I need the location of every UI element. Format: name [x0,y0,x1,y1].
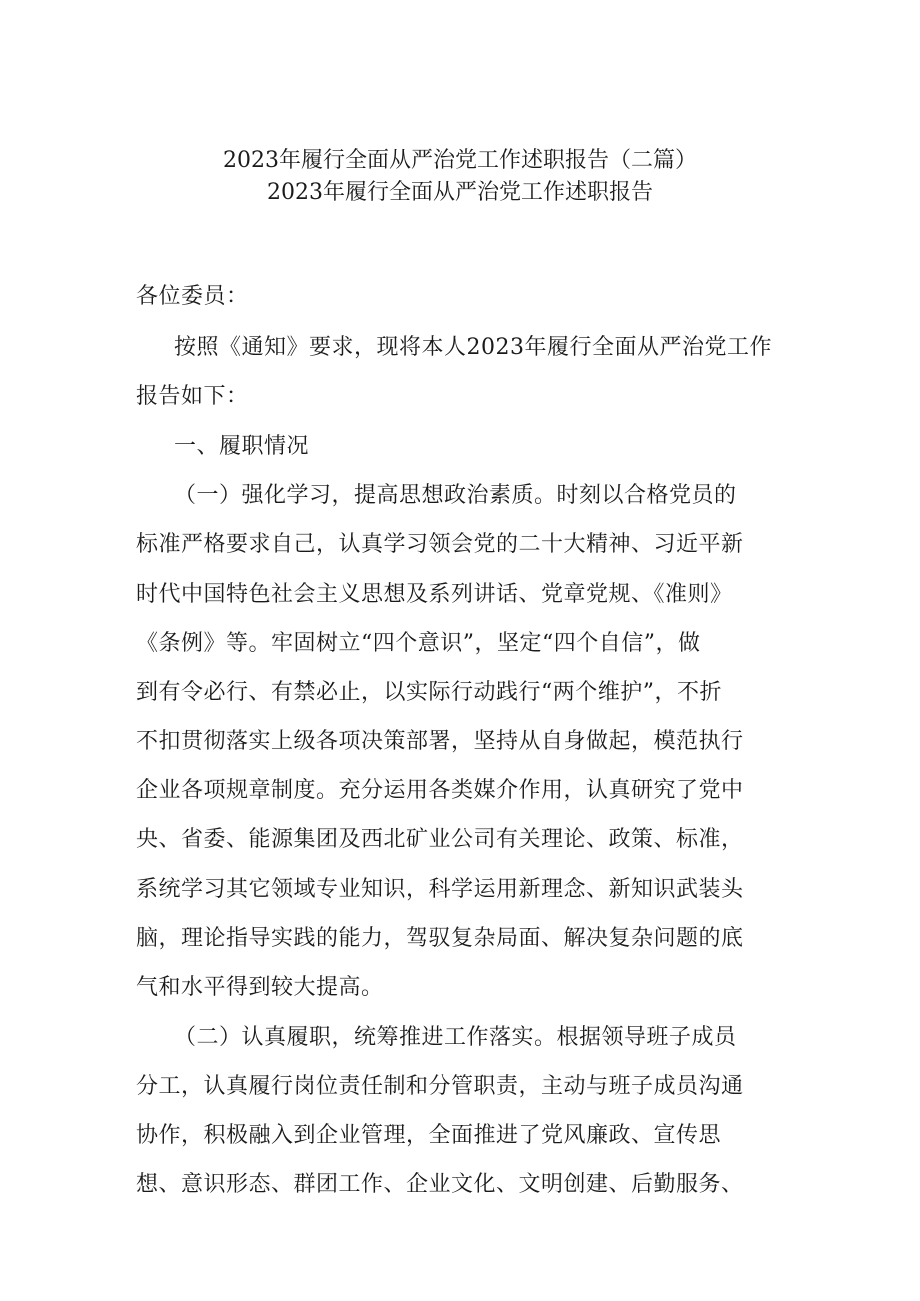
body-line: 想、意识形态、群团工作、企业文化、文明创建、后勤服务、 [136,1172,744,1197]
body-line: 系统学习其它领域专业知识，科学运用新理念、新知识武装头 [136,877,744,902]
body-line: 《条例》等。牢固树立“四个意识”，坚定“四个自信”，做 [136,631,701,656]
body-line: 脑，理论指导实践的能力，驾驭复杂局面、解决复杂问题的底 [136,926,744,951]
body-line: 按照《通知》要求，现将本人2023年履行全面从严治党工作 [174,335,772,360]
section-heading: 一、履职情况 [174,434,310,459]
body-line: 到有令必行、有禁必止，以实际行动践行“两个维护”，不折 [136,680,722,705]
body-line: 不扣贯彻落实上级各项决策部署，坚持从自身做起，模范执行 [136,729,744,754]
body-line: 协作，积极融入到企业管理，全面推进了党风廉政、宣传思 [136,1123,722,1148]
body-line: （一）强化学习，提高思想政治素质。时刻以合格党员的 [174,483,737,508]
body-line: 分工，认真履行岗位责任制和分管职责，主动与班子成员沟通 [136,1074,744,1099]
body-line: 报告如下： [136,384,249,409]
body-line: 气和水平得到较大提高。 [136,975,384,1000]
body-line: 央、省委、能源集团及西北矿业公司有关理论、政策、标准， [136,827,744,852]
body-line: （二）认真履职，统筹推进工作落实。根据领导班子成员 [174,1025,737,1050]
document-title: 2023年履行全面从严治党工作述职报告（二篇） [223,148,697,173]
salutation: 各位委员： [136,284,249,309]
body-line: 企业各项规章制度。充分运用各类媒介作用，认真研究了党中 [136,778,744,803]
document-subtitle: 2023年履行全面从严治党工作述职报告 [267,180,653,205]
body-line: 时代中国特色社会主义思想及系列讲话、党章党规、《准则》 [136,582,733,607]
body-line: 标准严格要求自己，认真学习领会党的二十大精神、习近平新 [136,532,744,557]
